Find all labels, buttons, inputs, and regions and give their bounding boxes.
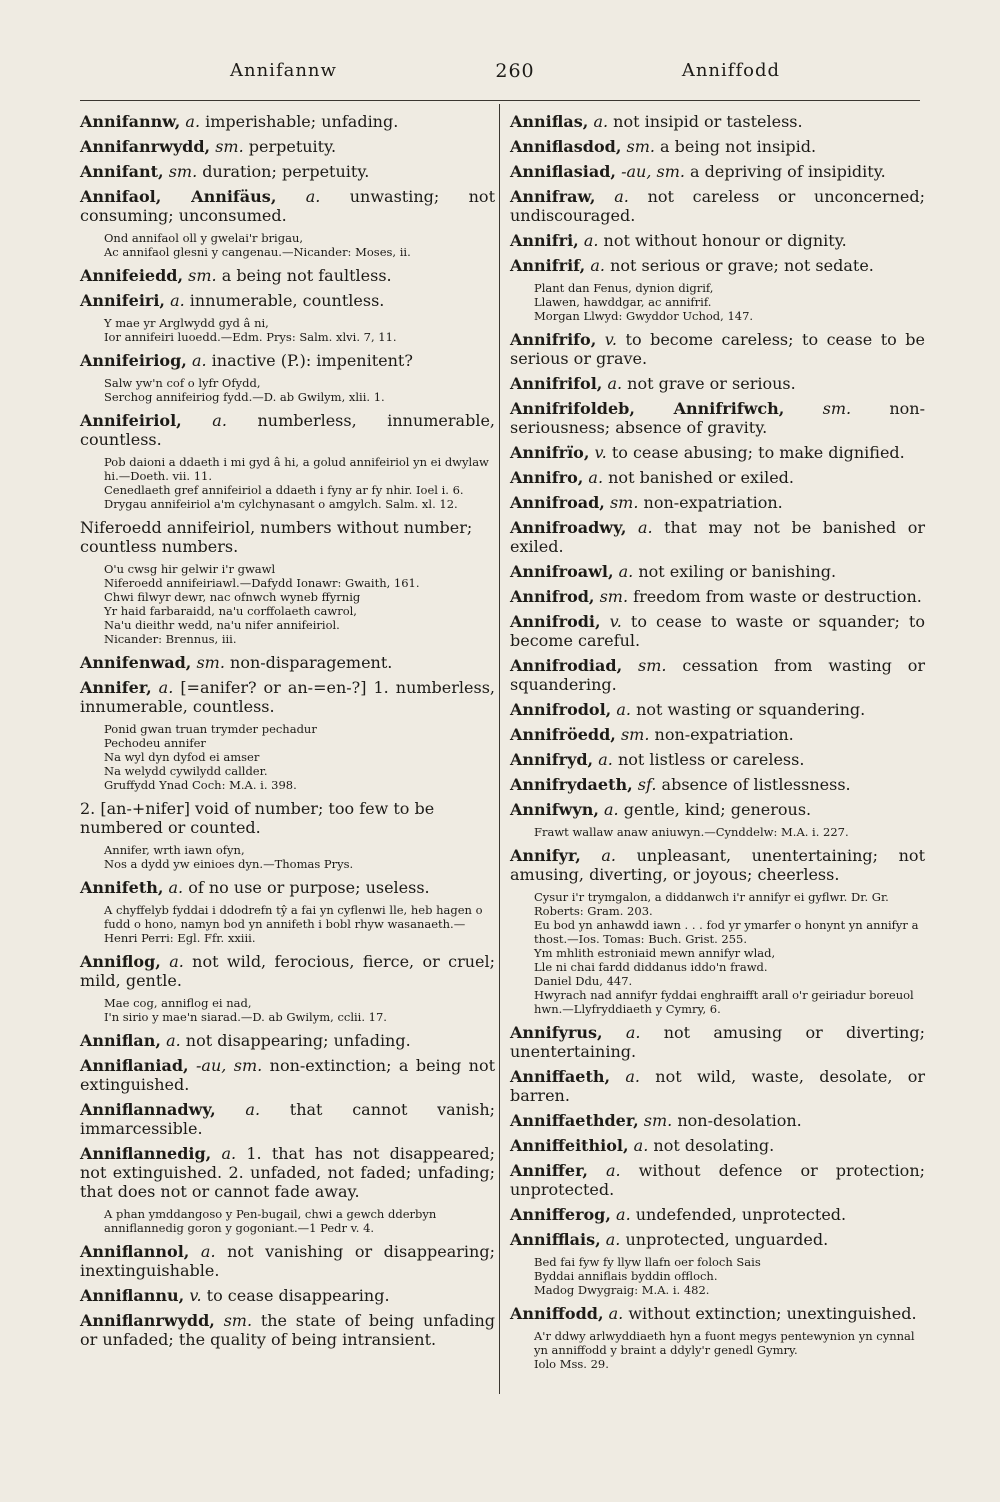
- headword: Anniffodd,: [510, 1304, 604, 1323]
- citation-quote: Mae cog, anniflog ei nad, I'n sirio y mae'n siarad.—D. ab Gwilym, cclii. 17.: [104, 996, 387, 1024]
- part-of-speech: -au, sm.: [196, 1056, 263, 1075]
- dictionary-entry: [80, 187, 495, 225]
- part-of-speech: a.: [637, 518, 653, 537]
- part-of-speech: sm.: [620, 725, 650, 744]
- definition: freedom from waste or destruction.: [633, 587, 922, 606]
- part-of-speech: a.: [616, 1205, 631, 1224]
- part-of-speech: a.: [633, 1136, 649, 1155]
- dictionary-entry: [80, 351, 495, 370]
- dictionary-entry: [510, 1304, 925, 1323]
- headword: Annifrïo,: [510, 443, 590, 462]
- definition: to cease abusing; to make dignified.: [611, 443, 905, 462]
- headword: Anniflannu,: [80, 1286, 185, 1305]
- definition: not amusing or diverting; unentertaining.: [510, 1023, 925, 1061]
- dictionary-entry: [80, 1031, 495, 1050]
- part-of-speech: sm.: [643, 1111, 673, 1130]
- part-of-speech: sm.: [599, 587, 629, 606]
- dictionary-entry: [510, 1161, 925, 1199]
- part-of-speech: a.: [607, 374, 623, 393]
- headword: Anniflannedig,: [80, 1144, 212, 1163]
- dictionary-entry: [510, 587, 925, 606]
- citation-quote: Ond annifaol oll y gwelai'r brigau, Ac annifaol glesni y cangenau.—Nicander: Moses, ii.: [104, 231, 411, 259]
- left-column: [80, 112, 495, 1355]
- headword: Anniflan,: [80, 1031, 161, 1050]
- headword: Annifrydaeth,: [510, 775, 633, 794]
- dictionary-entry: [80, 1056, 495, 1094]
- dictionary-entry: [510, 1136, 925, 1155]
- part-of-speech: a.: [590, 256, 605, 275]
- part-of-speech: sm.: [609, 493, 639, 512]
- headword: Annifrif,: [510, 256, 586, 275]
- definition: not careless or unconcerned; undiscouraged.: [510, 187, 926, 225]
- definition: non-seriousness; absence of gravity.: [510, 399, 926, 437]
- definition: [=anifer? or an-=en-?] 1. numberless, innumerable, countless.: [80, 678, 495, 716]
- definition: unprotected, unguarded.: [625, 1230, 829, 1249]
- part-of-speech: a.: [605, 1161, 621, 1180]
- citation-quote: Plant dan Fenus, dynion digrif, Llawen, hawddgar, ac annifrif. Morgan Llwyd: Gwyddor Uchod, 147.: [534, 281, 754, 323]
- citation-quote: A'r ddwy arlwyddiaeth hyn a fuont megys pentewynion yn cynnal yn anniffodd y braint a ddyly'r genedl Gymry. Iolo Mss. 29.: [534, 1329, 915, 1371]
- part-of-speech: a.: [221, 1144, 237, 1163]
- headword: Anniflas,: [510, 112, 589, 131]
- definition: numberless, innumerable, countless.: [80, 411, 495, 449]
- part-of-speech: a.: [168, 878, 184, 897]
- dictionary-entry: [510, 443, 925, 462]
- part-of-speech: a.: [598, 750, 613, 769]
- citation-quote: A phan ymddangoso y Pen-bugail, chwi a gewch dderbyn anniflannedig goron y gogoniant.—1 Pedr v. 4.: [104, 1207, 437, 1235]
- part-of-speech: a.: [625, 1023, 641, 1042]
- dictionary-entry: [80, 1242, 495, 1280]
- headword: Anniffer,: [510, 1161, 588, 1180]
- headword: Annifroadwy,: [510, 518, 627, 537]
- headword: Annifri,: [510, 231, 579, 250]
- dictionary-entry: [80, 411, 495, 449]
- definition: non-expatriation.: [654, 725, 794, 744]
- part-of-speech: v.: [604, 330, 618, 349]
- headword: Annifflais,: [510, 1230, 601, 1249]
- dictionary-entry: [80, 112, 495, 131]
- part-of-speech: sm.: [626, 137, 655, 156]
- headword: Annifaol, Annifäus,: [80, 187, 277, 206]
- dictionary-entry: [80, 162, 495, 181]
- part-of-speech: a.: [245, 1100, 261, 1119]
- headword: Annifrifo,: [510, 330, 597, 349]
- citation-quote: Pob daioni a ddaeth i mi gyd â hi, a golud annifeiriol yn ei dwylaw hi.—Doeth. vii. 11. Cenedlaeth gref annifeiriol a ddaeth i fyny ar fy nhir. Ioel i. 6. Drygau annifeiriol a'm cylchynasant o amgylch. Salm. xl. 12.: [104, 455, 489, 511]
- part-of-speech: v.: [594, 443, 607, 462]
- dictionary-entry: [510, 1230, 925, 1249]
- dictionary-entry: [80, 1100, 495, 1138]
- citation-quote: Bed fai fyw fy llyw llafn oer foloch Sais Byddai anniflais byddin offloch. Madog Dwygraig: M.A. i. 482.: [534, 1255, 761, 1297]
- definition: cessation from wasting or squandering.: [510, 656, 926, 694]
- definition: without defence or protection; unprotected.: [510, 1161, 926, 1199]
- headword: Annifroad,: [510, 493, 605, 512]
- dictionary-entry: [80, 1286, 495, 1305]
- dictionary-entry: [510, 612, 925, 650]
- header-left-guideword: Annifannw: [230, 60, 337, 81]
- headword: Annifraw,: [510, 187, 596, 206]
- headword: Annifrodol,: [510, 700, 612, 719]
- dictionary-entry: [80, 678, 495, 716]
- definition: that cannot vanish; immarcessible.: [80, 1100, 496, 1138]
- definition: that may not be banished or exiled.: [510, 518, 925, 556]
- headword: Annifeiriog,: [80, 351, 187, 370]
- part-of-speech: a.: [305, 187, 321, 206]
- column-divider: [499, 104, 500, 1394]
- headword: Annifrodiad,: [510, 656, 623, 675]
- part-of-speech: sm.: [188, 266, 217, 285]
- headword: Anniflasdod,: [510, 137, 622, 156]
- headword: Annifroawl,: [510, 562, 614, 581]
- dictionary-entry: [510, 775, 925, 794]
- headword: Annifferog,: [510, 1205, 611, 1224]
- definition: not banished or exiled.: [608, 468, 794, 487]
- definition: not exiling or banishing.: [638, 562, 837, 581]
- headword: Annifannw,: [80, 112, 181, 131]
- definition: non-disparagement.: [230, 653, 393, 672]
- headword: Annifro,: [510, 468, 584, 487]
- definition: absence of listlessness.: [661, 775, 851, 794]
- dictionary-entry: [80, 653, 495, 672]
- header-right-guideword: Anniffodd: [681, 60, 780, 81]
- dictionary-entry: [510, 1205, 925, 1224]
- headword: Anniflog,: [80, 952, 161, 971]
- dictionary-entry: [510, 1023, 925, 1061]
- part-of-speech: a.: [191, 351, 207, 370]
- part-of-speech: sm.: [168, 162, 198, 181]
- definition: 1. that has not disappeared; not extinguished. 2. unfaded, not faded; unfading; that does not or cannot fade away.: [80, 1144, 495, 1201]
- definition: duration; perpetuity.: [202, 162, 370, 181]
- dictionary-entry: [510, 468, 925, 487]
- citation-quote: Cysur i'r trymgalon, a diddanwch i'r annifyr ei gyflwr. Dr. Gr. Roberts: Gram. 203. Eu bod yn anhawdd iawn . . . fod yr ymarfer o honynt yn annifyr a thost.—Ios. Tomas: Buch. Grist. 255. Ym mhlith estroniaid mewn annifyr wlad, Lle ni chai fardd diddanus iddo'n frawd. Daniel Ddu, 447. Hwyrach nad annifyr fyddai enghraifft arall o'r geiriadur boreuol hwn.—Llyfryddiaeth y Cymry, 6.: [534, 890, 919, 1016]
- page-number: 260: [495, 60, 535, 82]
- dictionary-entry: [510, 562, 925, 581]
- headword: Annifant,: [80, 162, 164, 181]
- part-of-speech: a.: [170, 291, 185, 310]
- part-of-speech: sm.: [215, 137, 244, 156]
- dictionary-entry: [80, 291, 495, 310]
- definition: unwasting; not consuming; unconsumed.: [80, 187, 495, 225]
- headword: Annifrodi,: [510, 612, 601, 631]
- definition: not grave or serious.: [627, 374, 796, 393]
- dictionary-entry: [510, 162, 925, 181]
- sub-sense: Niferoedd annifeiriol, numbers without number; countless numbers.: [80, 518, 473, 556]
- part-of-speech: a.: [616, 700, 631, 719]
- part-of-speech: a.: [625, 1067, 640, 1086]
- header-rule: [80, 100, 920, 101]
- headword: Annifenwad,: [80, 653, 192, 672]
- headword: Annifyrus,: [510, 1023, 603, 1042]
- citation-quote: O'u cwsg hir gelwir i'r gwawl Niferoedd annifeiriawl.—Dafydd Ionawr: Gwaith, 161. Chwi filwyr dewr, nac ofnwch wyneb ffyrnig Yr haid farbaraidd, na'u corffolaeth cawrol, Na'u dieithr wedd, na'u nifer annifeiriol. Nicander: Brennus, iii.: [104, 562, 420, 646]
- part-of-speech: sm.: [638, 656, 667, 675]
- part-of-speech: v.: [189, 1286, 202, 1305]
- dictionary-entry: [510, 1067, 925, 1105]
- citation-quote: Annifer, wrth iawn ofyn, Nos a dydd yw einioes dyn.—Thomas Prys.: [104, 843, 354, 871]
- citation-quote: Frawt wallaw anaw aniuwyn.—Cynddelw: M.A. i. 227.: [534, 825, 849, 839]
- part-of-speech: sm.: [196, 653, 225, 672]
- headword: Annifyr,: [510, 846, 581, 865]
- part-of-speech: a.: [169, 952, 184, 971]
- dictionary-entry: [510, 518, 925, 556]
- dictionary-entry: [510, 374, 925, 393]
- dictionary-entry: [80, 1311, 495, 1349]
- headword: Annifeiriol,: [80, 411, 182, 430]
- headword: Annifeiri,: [80, 291, 165, 310]
- part-of-speech: a.: [583, 231, 599, 250]
- headword: Annifrod,: [510, 587, 595, 606]
- dictionary-entry: [80, 878, 495, 897]
- definition: perpetuity.: [248, 137, 337, 156]
- part-of-speech: a.: [166, 1031, 181, 1050]
- part-of-speech: a.: [588, 468, 604, 487]
- part-of-speech: a.: [604, 800, 619, 819]
- headword: Anniflasiad,: [510, 162, 616, 181]
- definition: not wasting or squandering.: [636, 700, 866, 719]
- definition: not wild, waste, desolate, or barren.: [510, 1067, 926, 1105]
- right-column: [510, 112, 925, 1378]
- headword: Annifeiedd,: [80, 266, 184, 285]
- headword: Anniflaniad,: [80, 1056, 189, 1075]
- headword: Annifeth,: [80, 878, 164, 897]
- dictionary-entry: [510, 700, 925, 719]
- definition: the state of being unfading or unfaded; the quality of being intransient.: [80, 1311, 495, 1349]
- definition: to become careless; to cease to be serious or grave.: [510, 330, 925, 368]
- headword: Annifwyn,: [510, 800, 599, 819]
- part-of-speech: a.: [614, 187, 629, 206]
- dictionary-entry: [80, 1144, 495, 1201]
- dictionary-entry: [510, 656, 925, 694]
- definition: not without honour or dignity.: [603, 231, 847, 250]
- headword: Anniflanrwydd,: [80, 1311, 215, 1330]
- part-of-speech: a.: [185, 112, 201, 131]
- definition: non-expatriation.: [643, 493, 783, 512]
- definition: to cease to waste or squander; to become careful.: [510, 612, 925, 650]
- headword: Anniffaethder,: [510, 1111, 639, 1130]
- definition: of no use or purpose; useless.: [188, 878, 430, 897]
- dictionary-entry: [510, 800, 925, 819]
- dictionary-entry: [510, 493, 925, 512]
- headword: Annifrifoldeb, Annifrifwch,: [510, 399, 785, 418]
- dictionary-entry: [510, 1111, 925, 1130]
- definition: inactive (P.): impenitent?: [211, 351, 413, 370]
- definition: not wild, ferocious, fierce, or cruel; mild, gentle.: [80, 952, 496, 990]
- definition: non-extinction; a being not extinguished.: [80, 1056, 496, 1094]
- dictionary-entry: [510, 231, 925, 250]
- definition: without extinction; unextinguished.: [628, 1304, 917, 1323]
- definition: not vanishing or disappearing; inextinguishable.: [80, 1242, 495, 1280]
- definition: to cease disappearing.: [206, 1286, 390, 1305]
- part-of-speech: a.: [605, 1230, 621, 1249]
- headword: Annifer,: [80, 678, 152, 697]
- part-of-speech: a.: [200, 1242, 216, 1261]
- definition: not insipid or tasteless.: [613, 112, 803, 131]
- part-of-speech: a.: [608, 1304, 624, 1323]
- headword: Annifröedd,: [510, 725, 616, 744]
- part-of-speech: a.: [158, 678, 174, 697]
- definition: imperishable; unfading.: [205, 112, 399, 131]
- citation-quote: A chyffelyb fyddai i ddodrefn tŷ a fai yn cyflenwi lle, heb hagen o fudd o hono, namyn bod yn annifeth i bobl rhyw wasanaeth.—Henri Perri: Egl. Ffr. xxiii.: [104, 903, 483, 945]
- part-of-speech: a.: [601, 846, 616, 865]
- dictionary-entry: [80, 952, 495, 990]
- part-of-speech: a.: [618, 562, 634, 581]
- headword: Anniflannadwy,: [80, 1100, 216, 1119]
- part-of-speech: -au, sm.: [621, 162, 685, 181]
- definition: not desolating.: [653, 1136, 775, 1155]
- part-of-speech: a.: [212, 411, 227, 430]
- dictionary-entry: [510, 256, 925, 275]
- headword: Anniffeithiol,: [510, 1136, 629, 1155]
- part-of-speech: sm.: [822, 399, 852, 418]
- definition: not serious or grave; not sedate.: [610, 256, 874, 275]
- definition: a being not insipid.: [660, 137, 817, 156]
- dictionary-entry: [510, 137, 925, 156]
- running-header: [80, 60, 920, 88]
- sub-sense: 2. [an-+nifer] void of number; too few to be numbered or counted.: [80, 799, 435, 837]
- dictionary-entry: [80, 266, 495, 285]
- definition: a being not faultless.: [221, 266, 392, 285]
- definition: not disappearing; unfading.: [185, 1031, 411, 1050]
- headword: Anniflannol,: [80, 1242, 190, 1261]
- citation-quote: Ponid gwan truan trymder pechadur Pechodeu annifer Na wyl dyn dyfod ei amser Na welydd cywilydd callder. Gruffydd Ynad Coch: M.A. i. 398.: [104, 722, 317, 792]
- part-of-speech: v.: [609, 612, 622, 631]
- dictionary-entry: [510, 399, 925, 437]
- definition: undefended, unprotected.: [635, 1205, 847, 1224]
- headword: Annifrifol,: [510, 374, 603, 393]
- definition: not listless or careless.: [617, 750, 805, 769]
- part-of-speech: sf.: [637, 775, 657, 794]
- headword: Annifryd,: [510, 750, 594, 769]
- citation-quote: Salw yw'n cof o lyfr Ofydd, Serchog annifeiriog fydd.—D. ab Gwilym, xlii. 1.: [104, 376, 385, 404]
- dictionary-entry: [510, 112, 925, 131]
- part-of-speech: a.: [593, 112, 609, 131]
- dictionary-entry: [510, 330, 925, 368]
- headword: Annifanrwydd,: [80, 137, 211, 156]
- dictionary-entry: [510, 846, 925, 884]
- definition: a depriving of insipidity.: [690, 162, 886, 181]
- citation-quote: Y mae yr Arglwydd gyd â ni, Ior annifeiri luoedd.—Edm. Prys: Salm. xlvi. 7, 11.: [104, 316, 397, 344]
- definition: innumerable, countless.: [189, 291, 385, 310]
- part-of-speech: sm.: [223, 1311, 253, 1330]
- definition: unpleasant, unentertaining; not amusing, diverting, or joyous; cheerless.: [510, 846, 925, 884]
- dictionary-entry: [510, 187, 925, 225]
- dictionary-entry: [510, 725, 925, 744]
- definition: gentle, kind; generous.: [623, 800, 812, 819]
- headword: Anniffaeth,: [510, 1067, 611, 1086]
- dictionary-entry: [80, 137, 495, 156]
- definition: non-desolation.: [677, 1111, 802, 1130]
- dictionary-entry: [510, 750, 925, 769]
